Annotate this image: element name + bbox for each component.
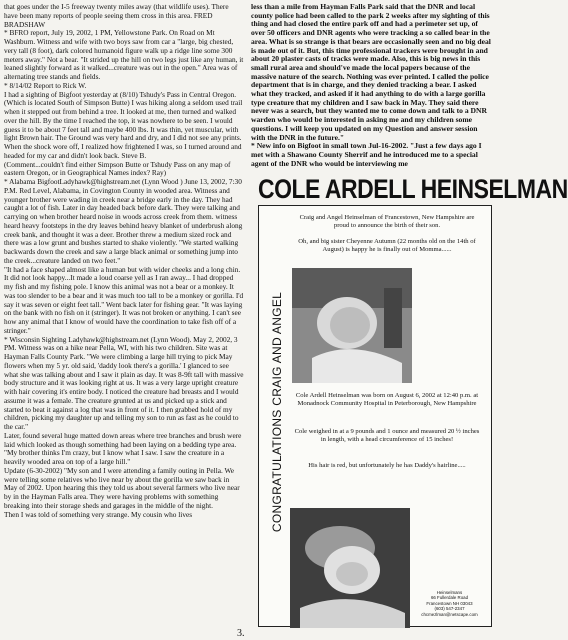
announcement-intro: Craig and Angel Heinselman of Francestown, New Hampshire are proud to announce the birth of their son. bbox=[299, 214, 475, 229]
baby-photo-1 bbox=[292, 268, 412, 383]
article-paragraph: Then I was told of something very strange. My cousin who lives bbox=[4, 509, 193, 519]
article-paragraph: * Wisconsin Sighting Ladyhawk@highstream.net (Lynn Wood). May 2, 2002, 3 PM. Witness was on a hike near Pella, WI, with his two children. Site was at Hayman Falls County Park. "We were climbing a large hill trying to pick May flowers when my 5 yr. old said, 'daddy look there's a gorilla.' I glanced to see what she was talking about and I saw it plain as day. It was 8-9ft tall with massive body structure and it was looking right at us. It was a very large upright creature with hair covering it's entire body. I noticed the creature had breasts and I would assume it was a female. The creature grunted at us and picked up a stick and started to beat it against a log that was in front of it. I then grabbed hold of my children, picking my daughter up and telling my son to run as fast as he could to the car." bbox=[4, 334, 244, 431]
left-column bbox=[4, 3, 244, 628]
article-paragraph: I had a sighting of Bigfoot yesterday at (8/10) Tshudy's Pass in Central Oregon. (Which is located South of Simpson Butte) I was hiking along a seldom used trail when it stepped out from behind a tree. It looked at me, then turned and walked over the hill. By the time I reached the top, it was nowhere to be seen. I would guess it to be about 7 feet tall and maybe 400 lbs. It was thin, yet muscular, with light Brown hair. The Ground was very hard and dry, and I did not see any prints. When the shock wore off, I realized how frightened I was, so I turned around and headed for my car and didn't look back. Steve B. bbox=[4, 89, 243, 160]
article-paragraph: (Comment...couldn't find either Simpson Butte or Tshudy Pass on any map of eastern Oregon, or in Geographical Names index? Ray) bbox=[4, 159, 231, 178]
vertical-congratulations-text: CONGRATULATIONS CRAIG AND ANGEL bbox=[270, 291, 284, 533]
article-paragraph: Later, found several huge matted down areas where tree branches and brush were laid which looked as though something had been laying on a bedding type area. "My brother thinks I'm crazy, but I know what I saw. I saw the creature in a heavily wooded area on top of a large hill." bbox=[4, 430, 242, 466]
article-paragraph: * BFRO report, July 19, 2002, 1 PM, Yellowstone Park. On Road on Mt Washburn. Witness and wife with two boys saw from car a "large, big chested, very tall (8 foot), dark colored humanoid figure walk up a ridge line some 300 meters away." Not a bear. "It strided up the hill on two legs just like any human, it leaned slightly forward as it walked...creature was out in the open." Area was of alternating tree stands and fields. bbox=[4, 28, 244, 81]
baby-photo-2 bbox=[290, 508, 410, 628]
address-line: 66 Fullerdale Road bbox=[430, 595, 469, 601]
announcement-birth: Cole Ardell Heinselman was born on August 6, 2002 at 12:40 p.m. at Monadnock Community Hospital in Peterborough, New Hampshire bbox=[295, 392, 479, 407]
vertical-congratulations bbox=[267, 200, 284, 620]
announcement-weight: Cole weighed in at a 9 pounds and 1 ounce and measured 20 ½ inches in length, with a head circumference of 15 inches! bbox=[294, 428, 480, 443]
article-paragraph: "It had a face shaped almost like a human but with wider cheeks and a long chin. It did not look happy...It made a loud coarse yell as I ran away... I had dropped my fish and my fishing pole. I know this animal was not a bear or a monkey. It was too slender to be a bear and it was much too tall to be a monkey or gorilla. I'd say it was seven or eight feet tall." Went back later for fishing gear. "It was laying on the bank with no fish on it (stringer). It was not broken or anything. I can't see how any animal that I know of would have the coordination to take fish off of a stringer." bbox=[4, 264, 244, 335]
article-paragraph: Update (6-30-2002) "My son and I were attending a family outing in Pella. We were telling some relatives who live near by about the gorilla we saw back in May of 2002. Upon hearing this they told us about several farmers who live near by in the Hayman Falls area. They were having problems with something breaking into their storage sheds and garages in the middle of the night. bbox=[4, 465, 240, 510]
article-paragraph: * Alabama BigfootLadyhawk@highstream.net (Lynn Wood ) June 13, 2002, 7:30 P.M. Red Level, Alabama, in Covington County in wooded area. Witness and younger brother were wading in creek near a bridge early in the day. They had caught a lot of fish. Later in day headed back before dark. They were talking and carrying on when brother heard noise in woods across creek from them. witness heard heavy footsteps in the dry leaves behind heavy blanket of underbrush along creek bank, and thought it was a deer. Brother threw a medium sized rock and there was a low grunt and bushes started to shake violently. "We started walking backwards down the creek and saw a large black animal or something jump into the creek...creature landed on two feet." bbox=[4, 177, 243, 265]
announcement-title: COLE ARDELL HEINSELMAN bbox=[258, 173, 568, 204]
article-paragraph: * 8/14/02 Report to Rick W. bbox=[4, 80, 87, 90]
article-paragraph: less than a mile from Hayman Falls Park said that the DNR and local county police had been called to the park 2 weeks after my sighting of this thing and had closed the entire park off and had a perimeter set up, of over 50 officers and DNR agents who were tracking a so called bear in the area. What is so strange is that bears are occasionally seen and no big deal is made out of it. But, this time professional trackers were brought in and about 20 plaster casts of tracks were made. Also, this is big news in this small rural area and should've made the local papers because of the massive nature of the search. Nothing was ever printed. I called the police department that is in charge, and they denied tracking a bear. I asked what they tracked, and asked if it had anything to do with a large gorilla type creature that my children and I saw back in May. They said there never was a search, but they wanted me to come down and talk to a DNR warden who would be interested in asking me and my children some questions. I will keep you updated on my Question and answer session with the DNR in the future." bbox=[251, 2, 491, 142]
address-line: Francestown NH 03043 bbox=[426, 600, 473, 606]
article-paragraph: that goes under the I-5 freeway twenty miles away (that wildlife uses). There have been many reports of people seeing them cross in this area. FRED BRADSHAW bbox=[4, 2, 229, 29]
announcement-sister: Oh, and big sister Cheyenne Autumn (22 months old on the 14th of August) is happy he is finally out of Momma...... bbox=[298, 238, 476, 253]
family-address bbox=[417, 590, 482, 617]
address-line: Heinselmans bbox=[436, 590, 463, 595]
address-line: chcmezlman@netscape.com bbox=[421, 611, 478, 617]
right-column bbox=[251, 3, 491, 173]
article-paragraph: * New info on Bigfoot in small town Jul-16-2002. "Just a few days ago I met with a Shawano County Sherrif and he introduced me to a special agent of the DNR who would be interviewing me bbox=[251, 141, 482, 168]
announcement-hair: His hair is red, but unfortunately he has Daddy's hairline..... bbox=[308, 462, 466, 469]
page-number: 3. bbox=[237, 628, 245, 639]
address-line: (603) 547-2347 bbox=[434, 606, 465, 612]
